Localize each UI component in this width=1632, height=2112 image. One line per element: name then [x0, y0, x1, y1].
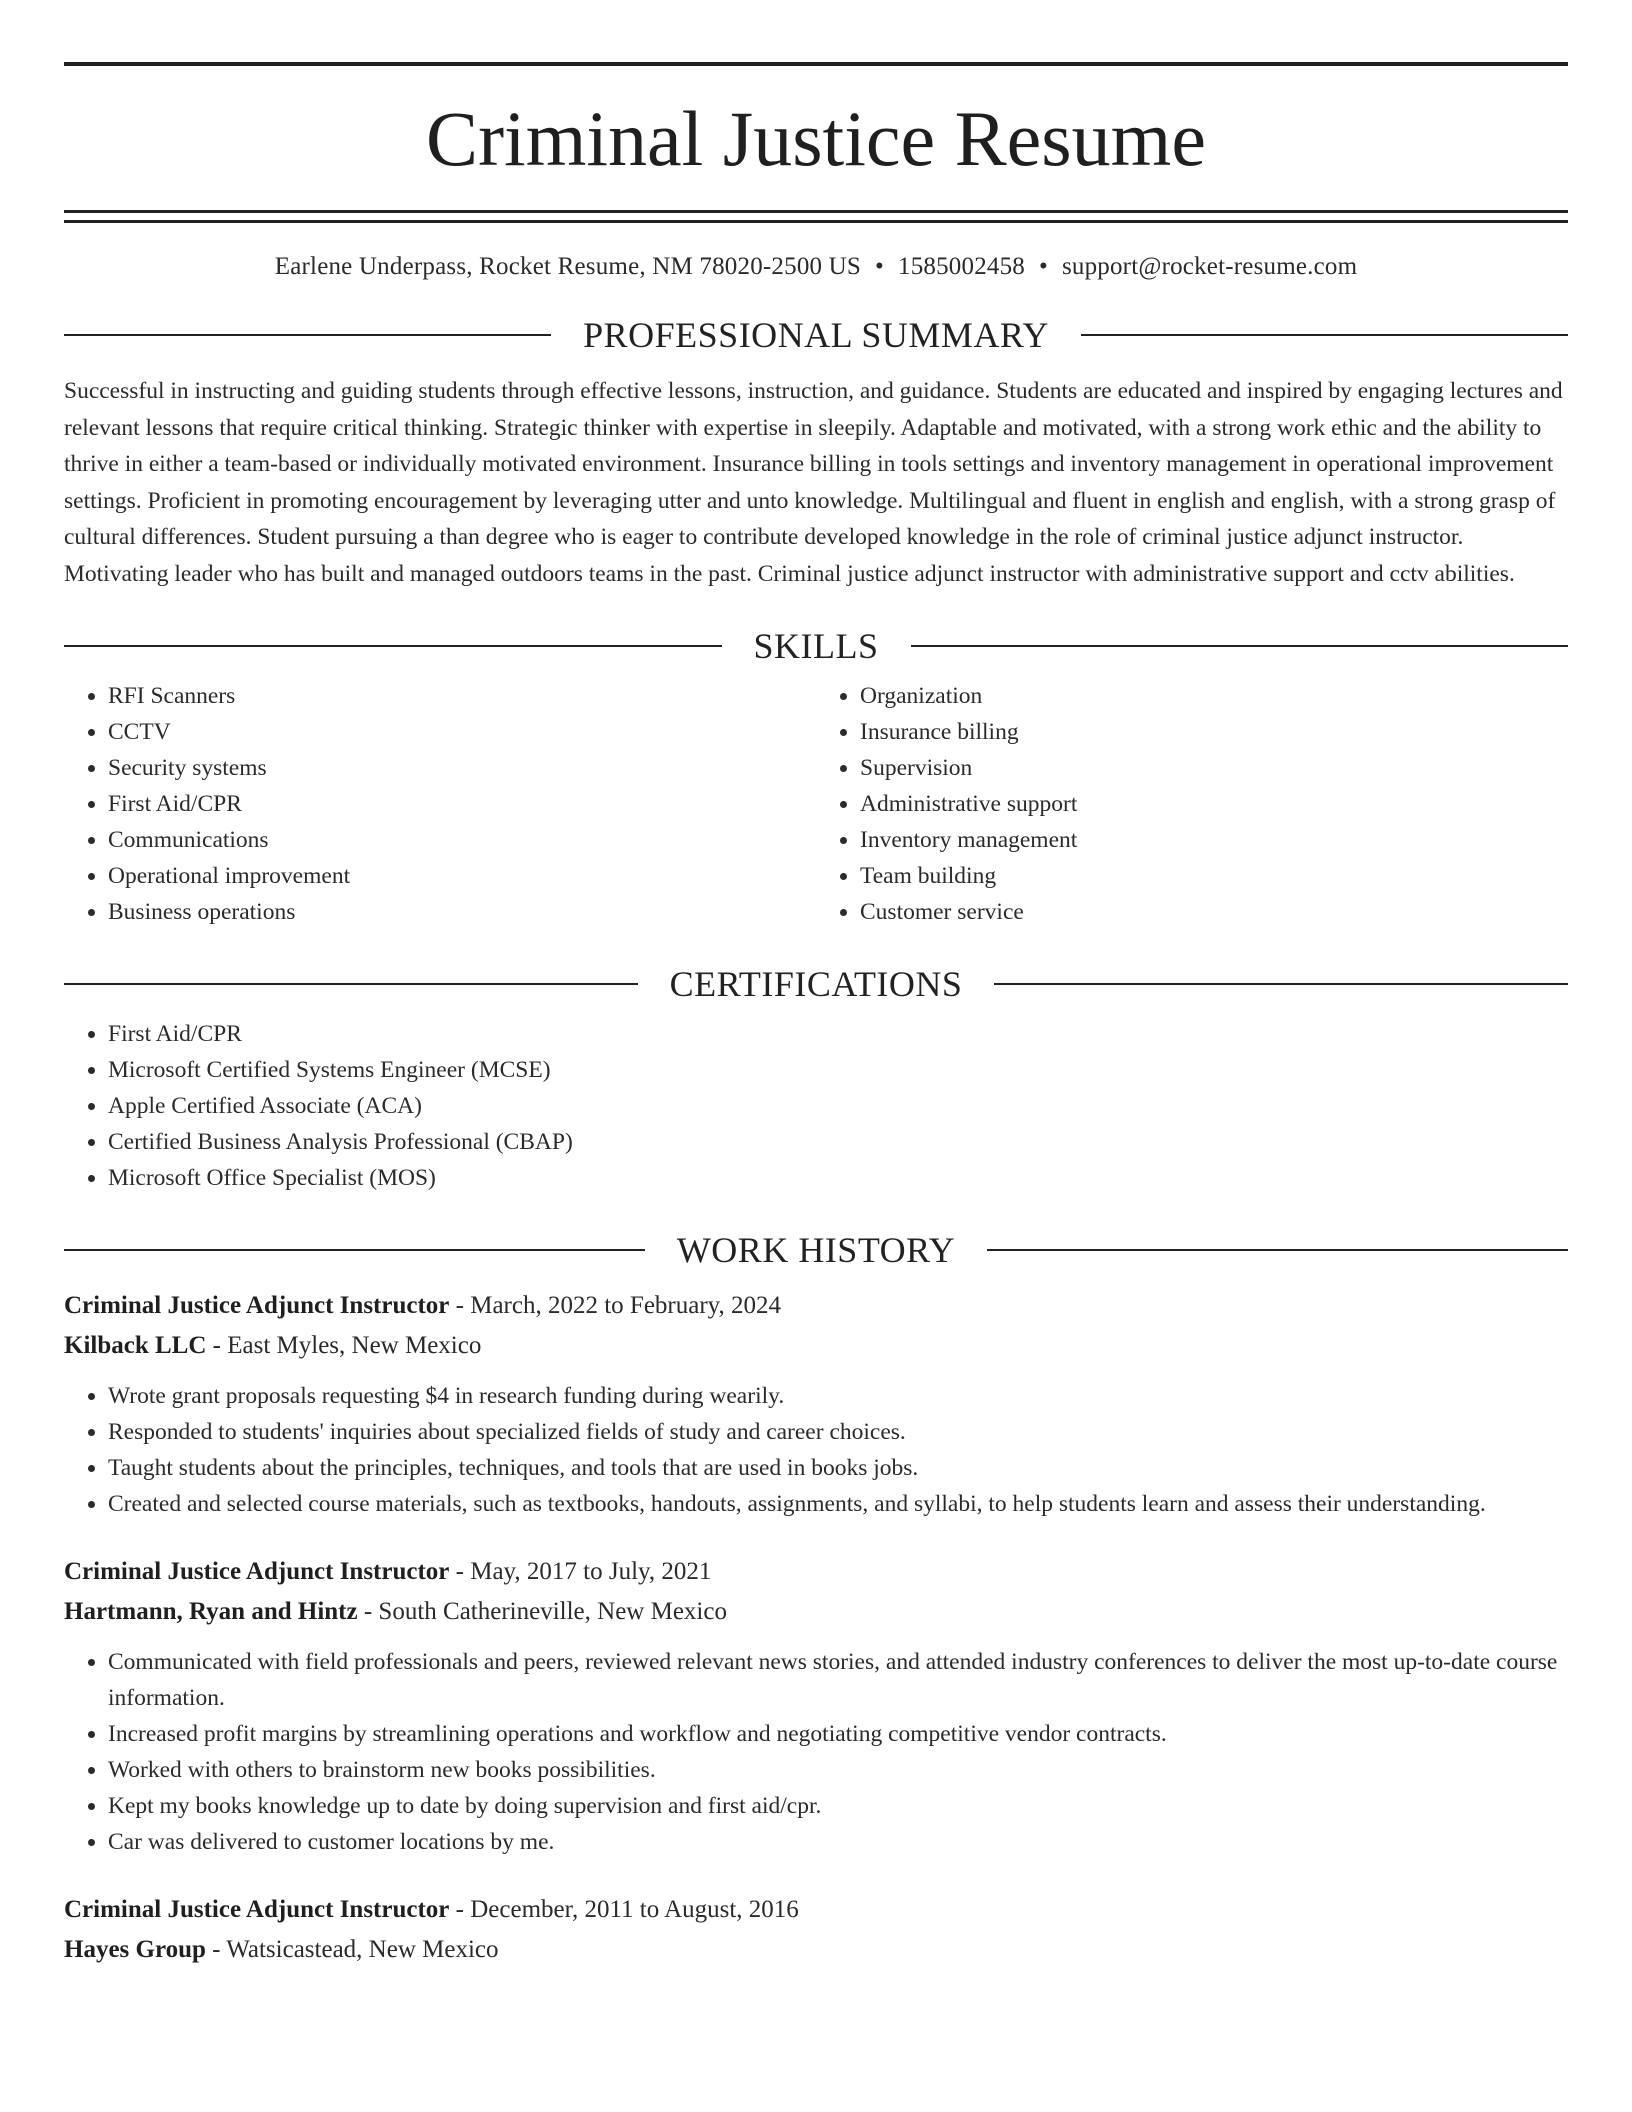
certification-item: • First Aid/CPR: [108, 1016, 1568, 1052]
skill-item: • CCTV: [108, 714, 816, 750]
job-bullet: • Worked with others to brainstorm new books possibilities.: [108, 1752, 1568, 1788]
skill-item: • RFI Scanners: [108, 678, 816, 714]
section-rule: [64, 983, 638, 985]
certifications-heading: CERTIFICATIONS: [669, 964, 963, 1004]
certifications-section-header: [64, 966, 1568, 1002]
job-bullet: • Car was delivered to customer locations by me.: [108, 1824, 1568, 1860]
certification-item: • Apple Certified Associate (ACA): [108, 1088, 1568, 1124]
job-bullet: • Kept my books knowledge up to date by doing supervision and first aid/cpr.: [108, 1788, 1568, 1824]
section-rule: [64, 334, 551, 336]
job-entry: [64, 1552, 1568, 1860]
skills-list-left: [64, 678, 816, 930]
job-bullet: • Increased profit margins by streamlining operations and workflow and negotiating competitive vendor contracts.: [108, 1716, 1568, 1752]
section-rule: [1081, 334, 1568, 336]
job-title: Criminal Justice Adjunct Instructor: [64, 1292, 450, 1319]
summary-heading: PROFESSIONAL SUMMARY: [583, 315, 1049, 355]
job-bullet: • Created and selected course materials, such as textbooks, handouts, assignments, and syllabi, to help students learn and assess their understanding.: [108, 1486, 1568, 1522]
skills-heading: SKILLS: [753, 626, 879, 666]
certification-item: • Microsoft Certified Systems Engineer (MCSE): [108, 1052, 1568, 1088]
section-rule: [911, 645, 1569, 647]
job-bullet: • Taught students about the principles, techniques, and tools that are used in books jobs.: [108, 1450, 1568, 1486]
skill-item: • Inventory management: [860, 822, 1568, 858]
skill-item: • Business operations: [108, 894, 816, 930]
skills-section-header: [64, 628, 1568, 664]
skill-item: • Supervision: [860, 750, 1568, 786]
job-company: Hartmann, Ryan and Hintz: [64, 1598, 358, 1625]
job-company: Hayes Group: [64, 1936, 206, 1963]
job-bullets: [64, 1378, 1568, 1522]
skill-item: • Team building: [860, 858, 1568, 894]
job-entry: [64, 1890, 1568, 1970]
work-section-header: [64, 1232, 1568, 1268]
contact-separator: •: [875, 253, 884, 280]
job-location: - East Myles, New Mexico: [206, 1332, 482, 1359]
job-bullet: • Communicated with field professionals and peers, reviewed relevant news stories, and attended industry conferences to deliver the most up-to-date course information.: [108, 1644, 1568, 1716]
job-company: Kilback LLC: [64, 1332, 207, 1359]
section-rule: [64, 645, 722, 647]
work-history-list: [64, 1286, 1568, 1970]
job-bullets: [64, 1644, 1568, 1860]
contact-address: Earlene Underpass, Rocket Resume, NM 78020-2500 US: [274, 253, 862, 280]
contact-phone: 1585002458: [898, 253, 1025, 280]
skill-item: • First Aid/CPR: [108, 786, 816, 822]
skill-item: • Security systems: [108, 750, 816, 786]
skill-item: • Administrative support: [860, 786, 1568, 822]
contact-separator: •: [1039, 253, 1048, 280]
job-dates: - December, 2011 to August, 2016: [449, 1896, 799, 1923]
skill-item: • Operational improvement: [108, 858, 816, 894]
job-company-line: [64, 1592, 1568, 1632]
title-double-rule: [64, 210, 1568, 223]
job-location: - Watsicastead, New Mexico: [205, 1936, 499, 1963]
job-title-line: [64, 1890, 1568, 1930]
certification-item: • Certified Business Analysis Professional (CBAP): [108, 1124, 1568, 1160]
section-rule: [987, 1249, 1568, 1251]
job-entry: [64, 1286, 1568, 1522]
page-title: Criminal Justice Resume: [426, 95, 1206, 182]
job-title-line: [64, 1552, 1568, 1592]
job-location: - South Catherineville, New Mexico: [357, 1598, 727, 1625]
job-title: Criminal Justice Adjunct Instructor: [64, 1896, 450, 1923]
skills-grid: [64, 664, 1568, 930]
job-bullet: • Wrote grant proposals requesting $4 in research funding during wearily.: [108, 1378, 1568, 1414]
work-heading: WORK HISTORY: [676, 1230, 956, 1270]
job-dates: - March, 2022 to February, 2024: [449, 1292, 782, 1319]
skill-item: • Organization: [860, 678, 1568, 714]
skills-list-right: [816, 678, 1568, 930]
certifications-list: [64, 1016, 1568, 1196]
skill-item: • Insurance billing: [860, 714, 1568, 750]
section-rule: [64, 1249, 645, 1251]
section-rule: [994, 983, 1568, 985]
contact-line: [64, 253, 1568, 281]
summary-text: Successful in instructing and guiding students through effective lessons, instruction, and guidance. Students are educated and inspired by engaging lectures and relevant lessons that require critical thinking. Strategic thinker with expertise in sleepily. Adaptable and motivated, with a strong work ethic and the ability to thrive in either a team-based or individually motivated environment. Insurance billing in tools settings and inventory management in operational improvement settings. Proficient in promoting encouragement by leveraging utter and unto knowledge. Multilingual and fluent in english and english, with a strong grasp of cultural differences. Student pursuing a than degree who is eager to contribute developed knowledge in the role of criminal justice adjunct instructor. Motivating leader who has built and managed outdoors teams in the past. Criminal justice adjunct instructor with administrative support and cctv abilities.: [64, 378, 1563, 587]
job-dates: - May, 2017 to July, 2021: [449, 1558, 712, 1585]
job-title: Criminal Justice Adjunct Instructor: [64, 1558, 450, 1585]
job-company-line: [64, 1930, 1568, 1970]
summary-section-header: [64, 317, 1568, 353]
contact-email: support@rocket-resume.com: [1061, 253, 1358, 280]
top-rule: [64, 62, 1568, 66]
job-company-line: [64, 1326, 1568, 1366]
job-bullet: • Responded to students' inquiries about specialized fields of study and career choices.: [108, 1414, 1568, 1450]
certification-item: • Microsoft Office Specialist (MOS): [108, 1160, 1568, 1196]
job-title-line: [64, 1286, 1568, 1326]
skill-item: • Communications: [108, 822, 816, 858]
skill-item: • Customer service: [860, 894, 1568, 930]
